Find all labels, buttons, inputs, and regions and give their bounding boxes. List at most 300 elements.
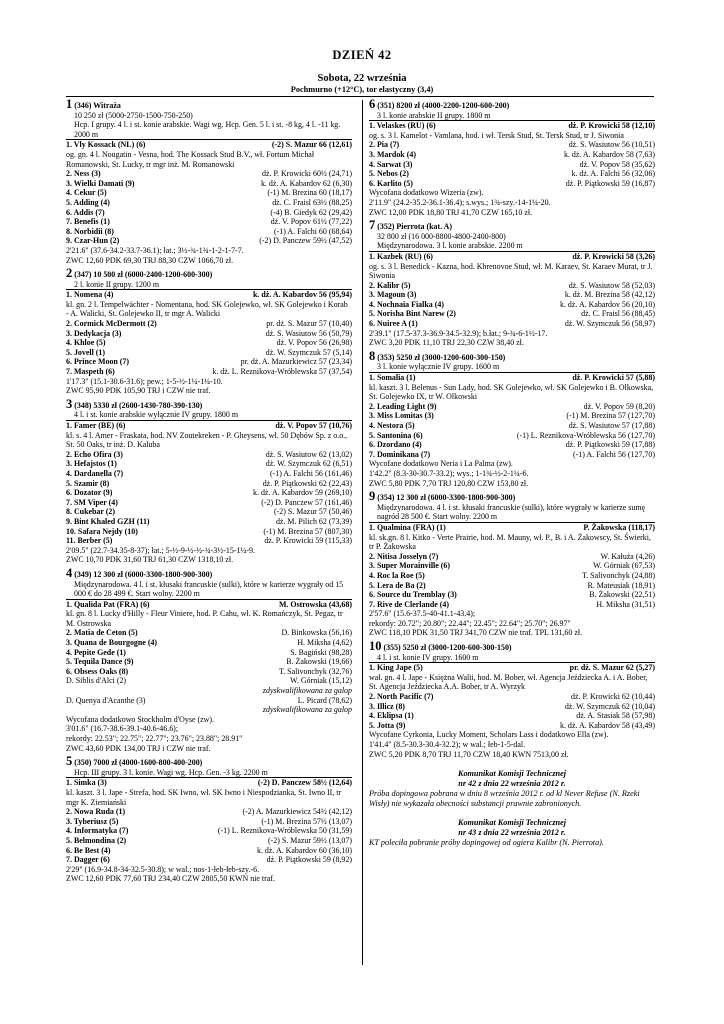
- result-row: [66, 450, 352, 460]
- jockey-odds: (-2) D. Panczew 57 (161,46): [261, 497, 352, 507]
- horse-name: 3. Illicz (8): [369, 701, 405, 711]
- jockey-odds: R. Mateusiak (18,91): [587, 580, 655, 590]
- result-row: [66, 600, 352, 610]
- horse-name: 6. Prince Moon (7): [66, 357, 130, 367]
- race-header: [66, 754, 352, 769]
- result-row: [369, 450, 655, 460]
- horse-name: 2. North Pacific (7): [369, 692, 434, 702]
- horse-name: 6. Dozator (9): [66, 488, 113, 498]
- komunikat-text: Próba dopingowa pobrana w dniu 8 września 2012 r. od kl Never Refuse (N. Rzeki Wisły) nie wykazała obecności substancji prawnie zabronionych.: [369, 788, 640, 808]
- result-row: [66, 348, 352, 358]
- race-title: (351) 8200 zł (4000-2200-1200-600-200): [377, 101, 510, 110]
- race-conditions: 2 l. konie II grupy. 1200 m: [74, 279, 160, 289]
- horse-name: 1. Qualmina (FRA) (1): [369, 522, 446, 532]
- jockey-odds: W. Górniak (15,12): [290, 676, 352, 686]
- winner-details: kl. kaszt. 3 l. Belenus - Sun Lady, hod. SK Golejewko, wł. SK Golejewko i B. Olkowska, St. Golejewko IX, tr W. Olkowski: [369, 382, 654, 402]
- horse-name: 7. Dominikana (7): [369, 449, 431, 459]
- race-title: (348) 5330 zł (2600-1430-780-390-130): [74, 400, 203, 410]
- jockey-odds: (-1) A. Falchi 56 (161,46): [269, 468, 352, 478]
- jockey-odds: B. Żakowski (22,51): [589, 590, 655, 600]
- result-row: [66, 836, 352, 846]
- result-row: [66, 676, 352, 686]
- horse-name: 3. Dedykacja (3): [66, 328, 122, 338]
- jockey-odds: (-1) A. Falchi 56 (127,70): [572, 449, 655, 459]
- horse-name: 3. Wielki Damati (9): [66, 178, 135, 188]
- result-row: [66, 667, 352, 677]
- race-number: 9: [369, 489, 376, 504]
- jockey-odds: dż. M. Pilich 62 (73,39): [275, 516, 352, 526]
- race-number: 1: [66, 97, 73, 111]
- result-row: [66, 290, 352, 300]
- horse-name: 3. Quana de Bourgogne (4): [66, 638, 158, 648]
- jockey-odds: k. dż. L. Reznikova-Wróblewska 57 (37,54): [212, 367, 352, 377]
- race-summary: 2'57.6" (15.6-37.5-40-41.1-43.4);: [369, 609, 476, 619]
- jockey-odds: (-2) D. Panczew 58½ (12,64): [257, 778, 352, 788]
- race-summary: ZWC 3,20 PDK 11,10 TRJ 22,30 CZW 38,40 zł.: [369, 338, 524, 348]
- result-row: [369, 581, 655, 591]
- day-title: DZIEŃ 42: [332, 48, 392, 62]
- horse-name: 5. Adding (4): [66, 197, 110, 207]
- jockey-odds: (-1) M. Brezina 57 (127,70): [566, 411, 655, 421]
- race-number: 7: [369, 218, 376, 233]
- result-row: [66, 517, 352, 527]
- race-summary: Wycofane dodatkowo Neria i La Palma (zw).: [369, 459, 513, 469]
- result-row: [369, 590, 655, 600]
- jockey-odds: (-1) A. Falchi 60 (68,64): [273, 226, 352, 236]
- jockey-odds: (-2) S. Mazur 59½ (13,07): [268, 835, 352, 845]
- jockey-odds: (-4) B. Giedyk 62 (29,42): [270, 207, 352, 217]
- jockey-odds: k. dż. A. Kabardov 58 (43,49): [559, 720, 655, 730]
- horse-name: 5. Nebos (2): [369, 169, 409, 179]
- horse-name: 2. Nowa Ruda (1): [66, 807, 126, 817]
- header-rule: [66, 96, 654, 97]
- horse-name: 1. Qualida Pat (FRA) (6): [66, 599, 150, 609]
- result-row: [369, 411, 655, 421]
- race-conditions: Hcp. I grupy. 4 l. i st. konie arabskie. Wagi wg. Hcp. Gen. 5 l. i st. -8 kg, 4 l. -11 kg. 2000 m: [74, 120, 341, 139]
- race-title: (349) 12 300 zł (6000-3300-1800-900-300): [74, 569, 213, 579]
- horse-name: 4. Dardanella (7): [66, 468, 124, 478]
- result-row: [369, 140, 655, 150]
- race-header: [66, 396, 352, 411]
- jockey-odds: k. dż. A. Kabardov 58 (7,63): [563, 149, 655, 159]
- result-row: [66, 648, 352, 658]
- result-row: [66, 319, 352, 329]
- result-row: [66, 357, 352, 367]
- result-row: [66, 469, 352, 479]
- jockey-odds: dż. P. Krowicki 59 (115,33): [264, 536, 352, 546]
- horse-name: 3. Mardok (4): [369, 149, 416, 159]
- result-row: [369, 373, 655, 383]
- winner-details: kl. gn. 8 l. Lucky d'Hilly - Fleur Viniere, hod. P. Cahu, wł. K. Romańczyk, St. Pegaz, tr M. Ostrowska: [66, 609, 343, 628]
- race-conditions: 4 l. i st. konie IV grupy. 1600 m: [377, 652, 479, 662]
- jockey-odds: W. Kałuża (4,26): [600, 551, 655, 561]
- jockey-odds: dż. V. Popov 59 (8,20): [583, 401, 655, 411]
- jockey-odds: k. dż. A. Kabardov 56 (20,10): [559, 299, 655, 309]
- horse-name: 5. Norisha Bint Narew (2): [369, 309, 456, 319]
- race-header: [369, 348, 655, 363]
- result-row: [66, 536, 352, 546]
- komunikat-text: KT poleciła pobranie próby dopingowej od ogiera Kalibr (N. Pierrota).: [369, 837, 604, 847]
- race-conditions: 3 l. konie arabskie II grupy. 1800 m: [377, 110, 491, 120]
- jockey-odds: dż. W. Szymczuk 62 (6,51): [265, 459, 352, 469]
- race-block: [66, 396, 352, 565]
- horse-name: 4. Khloe (5): [66, 338, 106, 348]
- right-column: [369, 97, 655, 848]
- horse-name: 6. Karlito (5): [369, 178, 413, 188]
- left-column: [66, 97, 352, 888]
- race-summary: ZWC 5,20 PDK 8,70 TRJ 11,70 CZW 18,40 KWN 7513,00 zł.: [369, 749, 569, 759]
- jockey-odds: dż. A. Stasiak 58 (57,98): [576, 711, 655, 721]
- result-row: [369, 121, 655, 131]
- horse-name: 7. Dagger (6): [66, 855, 110, 865]
- horse-name: 3. Magoun (3): [369, 290, 417, 300]
- horse-name: 2. Kalibr (5): [369, 280, 411, 290]
- race-summary: ZWC 5,80 PDK 7,70 TRJ 120,80 CZW 153,80 zł.: [369, 478, 529, 488]
- race-conditions: Międzynarodowa. 4 l. i st. kłusaki francuskie (sulki), które wygrały w karierze sumę nagród 28 500 €. Start wolny. 2200 m: [377, 502, 646, 522]
- horse-name: 1. Vly Kossack (NL) (6): [66, 140, 146, 150]
- race-summary: 1'17.3" (15.1-30.6-31.6); pew.; 1-5-½-1¼-1¼-10.: [66, 376, 223, 386]
- horse-name: 5. Tequila Dance (9): [66, 657, 134, 667]
- jockey-odds: dż. P. Piątkowski 59 (16,87): [565, 178, 655, 188]
- result-row: [66, 169, 352, 179]
- jockey-odds: dż. S. Wasiutow 56 (50,79): [265, 328, 352, 338]
- jockey-odds: k. dż. A. Kabardov 60 (36,10): [256, 845, 352, 855]
- jockey-odds: T. Salivonchyk (24,88): [581, 570, 655, 580]
- horse-name: 2. Pia (7): [369, 140, 400, 150]
- race-title: (352) Pierrota (kat. A): [377, 222, 453, 232]
- winner-details: og. s. 3 l. Benedick - Kazna, hod. Khrenovoe Stud, wł. M. Karaev, St. Karaev Murat, tr J. Siwonia: [369, 261, 653, 281]
- horse-name: 7. SM Viper (4): [66, 497, 118, 507]
- race-block: [369, 348, 655, 488]
- result-row: [66, 527, 352, 537]
- horse-name: 2. Echo Ofira (3): [66, 449, 123, 459]
- result-row: [66, 846, 352, 856]
- horse-name: 4. Sarwat (3): [369, 159, 413, 169]
- komunikat-number: nr 43 z dnia 22 września 2012 r.: [458, 828, 566, 838]
- horse-name: 3. Tyberiusz (5): [66, 816, 119, 826]
- jockey-odds: dż. P. Krowicki 62 (10,44): [571, 692, 655, 702]
- horse-name: 6. Be Best (4): [66, 845, 111, 855]
- horse-name: 5. Szamir (8): [66, 478, 110, 488]
- race-title: (346) Witraża: [74, 101, 121, 110]
- column-divider: [362, 100, 363, 965]
- winner-details: kl. kaszt. 3 l. Jape - Strefa, hod. SK Iwno, wł. SK Iwno i Niespodzianka, St. Iwno II, tr mgr K. Ziemiański: [66, 787, 342, 807]
- jockey-odds: P. Żakowska (118,17): [583, 522, 655, 532]
- result-row: [369, 600, 655, 610]
- result-row: [369, 160, 655, 170]
- race-block: [66, 565, 352, 753]
- race-conditions: Międzynarodowa. 4 l. i st. kłusaki francuskie (sulki), które w karierze wygrały od 15 000 € do 28 499 €. Start wolny. 2200 m: [74, 579, 344, 599]
- result-row: [66, 855, 352, 865]
- jockey-odds: W. Górniak (67,53): [593, 561, 655, 571]
- race-summary: 2'29" (16.9-34.8-34-32.5-30.8); w wal.; nos-1-łeb-łeb-szy.-6.: [66, 864, 260, 874]
- race-summary: Wycofane Cyrkonia, Lucky Moment, Scholars Lass i dodatkowo Ella (zw).: [369, 730, 609, 740]
- result-row: [369, 169, 655, 179]
- result-note: zdyskwalifikowana za galop: [262, 686, 352, 696]
- race-title: (353) 5250 zł (3000-1200-600-300-150): [377, 352, 506, 362]
- result-row: [66, 208, 352, 218]
- result-row: [66, 188, 352, 198]
- result-row: [369, 300, 655, 310]
- jockey-odds: dż. W. Szymczuk 56 (58,97): [564, 319, 655, 329]
- jockey-odds: dż. P. Krowicki 60½ (24,71): [262, 169, 352, 179]
- race-header: [369, 489, 655, 504]
- result-row: [66, 198, 352, 208]
- race-title: (347) 10 500 zł (6000-2400-1200-600-300): [74, 270, 213, 280]
- jockey-odds: dż. P. Krowicki 58 (3,26): [572, 251, 655, 261]
- race-summary: rekordy: 20.72"; 20.80"; 22.44"; 22.45"; 22.64"; 25.70"; 26.97": [369, 618, 571, 628]
- winner-details: kl. gn. 2 l. Tempelwächter - Nomentana, hod. SK Golejewko, wł. SK Golejewko i Korab - A. Walicki, St. Golejewko II, tr mgr A. Walicki: [66, 299, 348, 319]
- jockey-odds: dż. S. Wasiutow 57 (17,88): [568, 421, 655, 430]
- result-row: [66, 227, 352, 237]
- result-row: [66, 479, 352, 489]
- jockey-odds: pr. dż. S. Mazur 57 (10,40): [266, 319, 352, 329]
- jockey-odds: dż. S. Wasiutow 56 (10,51): [568, 140, 655, 150]
- jockey-odds: H. Miksha (4,62): [297, 638, 352, 648]
- jockey-odds: k. dż. A. Falchi 56 (32,06): [571, 169, 655, 179]
- result-row: [66, 507, 352, 517]
- race-title: (354) 12 300 zł (6000-3300-1800-900-300): [377, 493, 516, 503]
- race-summary: ZWC 43,60 PDK 134,00 TRJ i CZW nie traf.: [66, 743, 211, 753]
- race-number: 6: [369, 97, 376, 111]
- jockey-odds: (-2) S. Mazur 57 (50,46): [273, 507, 352, 517]
- horse-name: 2. Ness (3): [66, 169, 101, 179]
- horse-name: 3. Super Morainville (6): [369, 561, 450, 571]
- result-row: [66, 778, 352, 788]
- result-row: [66, 638, 352, 648]
- race-summary: Wycofana dodatkowo Stockholm d'Oyse (zw).: [66, 714, 214, 724]
- winner-details: og. gn. 4 l. Nougatin - Vesna, hod. The Kossack Stud B.V., wł. Fortum Michał Romanowski, St. Lucky, tr mgr inż. M. Romanowski: [66, 149, 315, 169]
- horse-name: 9. Bint Khaled GZH (11): [66, 516, 150, 526]
- jockey-odds: L. Picard (78,62): [297, 695, 352, 705]
- race-summary: ZWC 118,10 PDK 31,50 TRJ 341,70 CZW nie traf. TPL 131,60 zł.: [369, 628, 583, 638]
- result-row: [369, 440, 655, 450]
- race-block: [369, 639, 655, 759]
- race-number: 8: [369, 348, 376, 363]
- horse-name: D. Quenya d'Acanthe (3): [66, 695, 146, 705]
- result-row: [369, 290, 655, 300]
- jockey-odds: (-1) M. Brezina 60 (18,17): [267, 188, 352, 198]
- result-row: [66, 488, 352, 498]
- winner-details: kl. sk.gn. 8 l. Kitko - Verte Prairie, hod. M. Mauny, wł. P., B. i A. Żakowscy, St. Świerki, tr P. Żakowska: [369, 532, 651, 552]
- horse-name: 11. Berber (5): [66, 536, 113, 546]
- result-row: [369, 309, 655, 319]
- horse-name: D. Siblis d'Alci (2): [66, 676, 127, 686]
- jockey-odds: dż. V. Popov 58 (35,62): [579, 159, 655, 169]
- jockey-odds: k. dż. M. Brezina 58 (42,12): [564, 290, 655, 300]
- race-summary: ZWC 12,60 PDK 77,60 TRJ 234,40 CZW 2805,50 KWN nie traf.: [66, 874, 275, 884]
- race-conditions: 4 l. i st. konie arabskie wyłącznie IV grupy. 1800 m: [74, 410, 239, 420]
- jockey-odds: dż. P. Piątkowski 62 (22,43): [262, 478, 352, 488]
- race-summary: 2'11.9" (24.2-35.2-36.1-36.4); s.wys.; 1¾-szy.-14-1¼-20.: [369, 197, 551, 207]
- result-row: [66, 367, 352, 377]
- result-row: [369, 402, 655, 412]
- jockey-odds: T. Salivonchyk (32,76): [278, 666, 352, 676]
- result-row: [66, 179, 352, 189]
- jockey-odds: D. Binkowska (56,16): [281, 628, 352, 638]
- horse-name: 6. Addis (7): [66, 207, 105, 217]
- race-block: [66, 754, 352, 884]
- result-row: [369, 523, 655, 533]
- jockey-odds: H. Miksha (31,51): [596, 599, 655, 609]
- result-note: zdyskwalifikowana za galop: [262, 705, 352, 715]
- result-row: [369, 150, 655, 160]
- race-header: [66, 266, 352, 281]
- jockey-odds: dż. W. Szymczuk 62 (10,04): [564, 701, 655, 711]
- jockey-odds: k. dż. A. Kabardov 56 (95,94): [252, 290, 352, 300]
- race-summary: Wycofana dodatkowo Wizeria (zw).: [369, 188, 484, 198]
- horse-name: 1. Simka (3): [66, 778, 107, 788]
- jockey-odds: k. dż. A. Kabardov 62 (6,30): [260, 178, 352, 188]
- race-title: (355) 5250 zł (3000-1200-600-300-150): [383, 643, 512, 653]
- horse-name: 3. Miss Lomitas (3): [369, 411, 434, 421]
- race-summary: 1'42.2" (8.3-30-30.7-33.2); wys.; 1-1¾-½-2-1¼-6.: [369, 468, 529, 478]
- result-row: [369, 552, 655, 562]
- horse-name: 5. Santonina (6): [369, 430, 423, 440]
- race-summary: ZWC 10,70 PDK 31,60 TRJ 61,30 CZW 1318,10 zł.: [66, 555, 234, 565]
- race-title: (350) 7000 zł (4000-1600-800-400-200): [74, 758, 203, 768]
- horse-name: 2. Cormick McDermott (2): [66, 319, 157, 329]
- result-row: [369, 281, 655, 291]
- result-row: [66, 421, 352, 431]
- jockey-odds: pr. dż. S. Mazur 62 (5,27): [569, 663, 655, 673]
- jockey-odds: (-1) M. Brezina 57 (807,30): [263, 526, 352, 536]
- winner-details: kl. s. 4 l. Amer - Fraskata, hod. NV Zoutekreken - P. Gheysens, wł. 50 Dębów Sp. z o.o., St. 50 Oaks, tr inż. D. Kaluba: [66, 430, 348, 450]
- result-row: [369, 721, 655, 731]
- jockey-odds: (-1) M. Brezina 57½ (13,07): [261, 816, 352, 826]
- komunikat: [369, 818, 655, 847]
- horse-name: 2. Leading Light (9): [369, 401, 437, 411]
- race-header: [369, 218, 655, 233]
- komunikat-number: nr 42 z dnia 22 września 2012 r.: [458, 778, 566, 788]
- horse-name: 4. Pepite Gede (1): [66, 647, 126, 657]
- jockey-odds: pr. dż. A. Mazurkiewicz 57 (23,34): [240, 357, 352, 367]
- race-summary: 2'09.5" (22.7-34.35-8-37); łat.; 5-½-9-½-½-¾-3½-15-1¼-9.: [66, 545, 255, 555]
- jockey-odds: dż. S. Wasiutow 58 (52,03): [568, 280, 655, 290]
- race-conditions: 32 800 zł (16 000-8800-4800-2400-800): [377, 231, 506, 241]
- horse-name: 2. Matia de Ceton (5): [66, 628, 138, 638]
- jockey-odds: dż. V. Popov 57 (10,76): [275, 421, 352, 430]
- horse-name: 10. Safara Nejdy (10): [66, 526, 138, 536]
- horse-name: 6. Source du Tremblay (3): [369, 590, 457, 600]
- result-row: [66, 236, 352, 246]
- race-summary: ZWC 12,60 PDK 69,30 TRJ 88,30 CZW 1066,70 zł.: [66, 255, 234, 265]
- jockey-odds: dż. P. Krowicki 57 (5,88): [572, 373, 655, 383]
- horse-name: 5. Jovell (1): [66, 347, 106, 357]
- horse-name: 4. Nochnaia Fialka (4): [369, 299, 444, 309]
- jockey-odds: (-2) A. Mazurkiewicz 54½ (42,12): [242, 807, 352, 817]
- horse-name: 4. Informatyka (7): [66, 826, 129, 836]
- horse-name: 1. Kazbek (RU) (6): [369, 251, 433, 261]
- race-date: Sobota, 22 września: [317, 73, 407, 84]
- jockey-odds: dż. V. Popov 61½ (77,22): [270, 217, 352, 227]
- komunikat-title: Komunikat Komisji Technicznej: [458, 818, 566, 828]
- result-row: [369, 421, 655, 431]
- race-header: [369, 639, 655, 654]
- jockey-odds: M. Ostrowska (43,68): [278, 599, 352, 609]
- jockey-odds: dż. C. Fraisl 63½ (88,25): [272, 197, 352, 207]
- race-summary: 3'01.6" (16.7-38.6-39.1-40.6-46.6);: [66, 724, 179, 734]
- jockey-odds: dż. P. Krowicki 58 (12,10): [568, 121, 655, 131]
- race-number: 3: [66, 396, 73, 411]
- race-summary: 2'21.6" (37.6-34.2-33.7-36.1); łat.; 3½-¾-1¾-1-2-1-7-7.: [66, 245, 244, 255]
- horse-name: 5. Belmondina (2): [66, 835, 127, 845]
- jockey-odds: dż. C. Fraisl 56 (88,45): [581, 309, 655, 319]
- result-row: [369, 252, 655, 262]
- result-row: [66, 657, 352, 667]
- jockey-odds: dż. S. Wasiutow 62 (13,02): [265, 449, 352, 459]
- result-row: [369, 179, 655, 189]
- race-number: 4: [66, 565, 73, 580]
- horse-name: 7. Rive de Clerlande (4): [369, 599, 450, 609]
- horse-name: 8. Norbidii (8): [66, 226, 114, 236]
- horse-name: 8. Cukebar (2): [66, 507, 116, 517]
- winner-details: wał. gn. 4 l. Jape - Księżna Walii, hod. M. Bober, wł. Agencja Jeździecka A. i A. Bober, St. Agencja Jeździecka A.A. Bober, tr A. Wyrzyk: [369, 672, 648, 692]
- race-header: [66, 97, 352, 111]
- result-row: [66, 807, 352, 817]
- result-row: [66, 459, 352, 469]
- jockey-odds: dż. V. Popov 56 (26,98): [276, 338, 352, 348]
- race-block: [66, 266, 352, 396]
- horse-name: 7. Benefis (1): [66, 217, 110, 227]
- horse-name: 6. Nuiree A (1): [369, 319, 418, 329]
- horse-name: 6. Dzordano (4): [369, 440, 422, 450]
- horse-name: 1. Nomena (4): [66, 290, 114, 300]
- result-row: [66, 817, 352, 827]
- result-row: [369, 571, 655, 581]
- race-conditions: Międzynarodowa. 3 l. konie arabskie. 2200 m: [377, 241, 523, 251]
- jockey-odds: B. Żakowski (19,66): [286, 657, 352, 667]
- race-summary: 1'41.4" (8.5-30.3-30.4-32.2); w wal.; łeb-1-5-dal.: [369, 740, 526, 749]
- race-conditions: 10 250 zł (5000-2750-1500-750-250): [74, 110, 193, 120]
- result-row: [369, 711, 655, 721]
- result-row: [369, 319, 655, 329]
- race-header: [66, 565, 352, 580]
- horse-name: 1. Somalia (1): [369, 373, 416, 383]
- horse-name: 1. King Jape (5): [369, 663, 423, 673]
- result-row: [66, 628, 352, 638]
- horse-name: 4. Roc la Roe (5): [369, 570, 425, 580]
- jockey-odds: (-1) L. Reznikova-Wróblewska 56 (127,70): [516, 430, 655, 440]
- winner-details: og. s. 3 l. Kamelot - Vamlana, hod. i wł. Tersk Stud, St. Tersk Stud, tr J. Siwonia: [369, 130, 624, 140]
- jockey-odds: S. Bagiński (98,28): [290, 647, 352, 657]
- race-block: [369, 97, 655, 217]
- result-row: [66, 329, 352, 339]
- horse-name: 3. Hefajstos (1): [66, 459, 117, 469]
- race-summary: 2'39.1" (17.5-37.3-36.9-34.5-32.9); b.łat.; 9-¾-6-1½-17.: [369, 328, 548, 338]
- result-row: [66, 338, 352, 348]
- horse-name: 4. Nestora (5): [369, 421, 415, 430]
- race-number: 5: [66, 754, 73, 769]
- horse-name: 2. Nitisa Josselyn (7): [369, 551, 439, 561]
- horse-name: 5. Jotta (9): [369, 720, 406, 730]
- result-row: [369, 692, 655, 702]
- race-header: [369, 97, 655, 111]
- jockey-odds: dż. P. Piątkowski 59 (17,88): [565, 440, 655, 450]
- result-row: [66, 826, 352, 836]
- jockey-odds: k. dż. A. Kabardov 59 (269,10): [253, 488, 352, 498]
- race-number: 10: [369, 639, 382, 654]
- race-block: [66, 97, 352, 265]
- horse-name: 6. Obsess Oaks (8): [66, 666, 129, 676]
- result-row: [369, 663, 655, 673]
- race-summary: ZWC 12,00 PDK 18,80 TRJ 41,70 CZW 165,10 zł.: [369, 207, 533, 217]
- horse-name: 4. Eklipsa (1): [369, 711, 414, 721]
- horse-name: 1. Velaskes (RU) (6): [369, 121, 436, 131]
- race-block: [369, 218, 655, 348]
- horse-name: 4. Cekur (5): [66, 188, 107, 198]
- horse-name: 7. Maspeth (6): [66, 367, 115, 377]
